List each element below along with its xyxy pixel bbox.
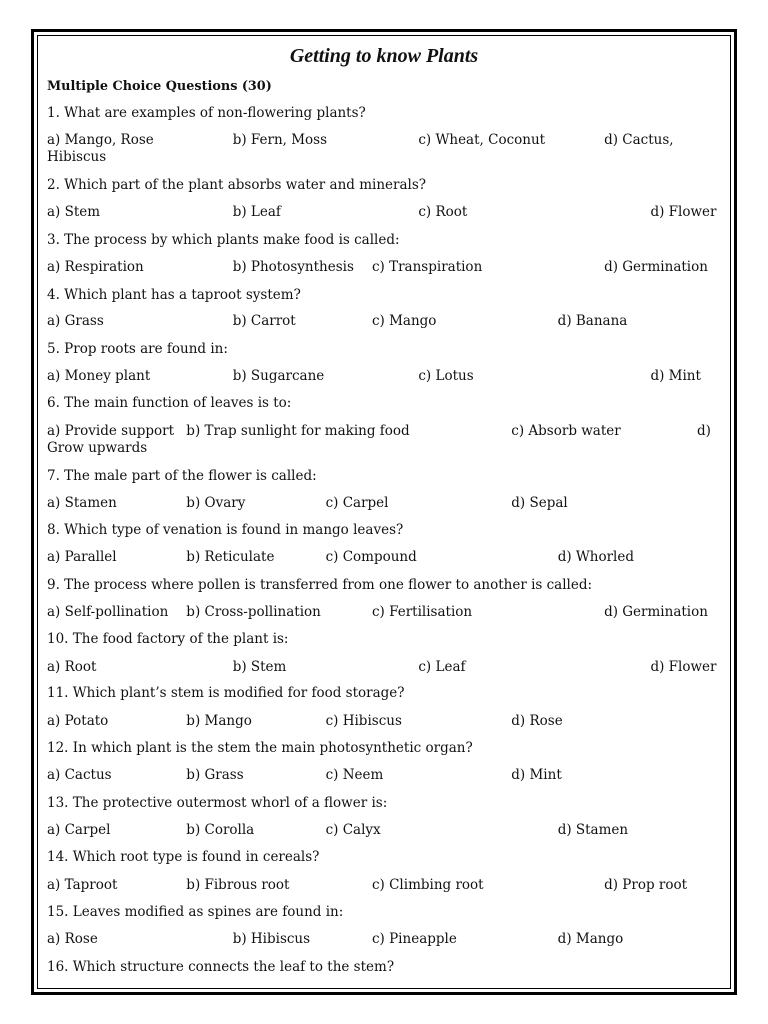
option-15-b: b) Hibiscus — [232, 931, 311, 947]
options-row-6 — [47, 423, 727, 457]
option-13-d: d) Stamen — [557, 822, 629, 838]
option-14-d: d) Prop root — [604, 877, 688, 893]
option-3-a: a) Respiration — [47, 259, 144, 275]
option-11-c: c) Hibiscus — [325, 713, 402, 729]
options-row-2 — [47, 204, 727, 221]
option-8-d: d) Whorled — [557, 549, 634, 565]
question-6: 6. The main function of leaves is to: — [47, 395, 292, 411]
option-6-a: a) Provide support — [47, 423, 175, 439]
option-15-a: a) Rose — [47, 931, 98, 947]
option-10-a: a) Root — [47, 659, 97, 675]
question-16: 16. Which structure connects the leaf to the stem? — [47, 959, 395, 975]
question-11: 11. Which plant’s stem is modified for food storage? — [47, 685, 405, 701]
options-row-3 — [47, 259, 727, 276]
option-14-a: a) Taproot — [47, 877, 118, 893]
section-heading: Multiple Choice Questions (30) — [47, 79, 272, 94]
worksheet-title: Getting to know Plants — [289, 45, 479, 67]
option-12-c: c) Neem — [325, 767, 384, 783]
option-6-d: d) Grow upwards — [47, 423, 711, 456]
option-11-a: a) Potato — [47, 713, 109, 729]
option-4-a: a) Grass — [47, 313, 104, 329]
option-5-b: b) Sugarcane — [232, 368, 325, 384]
option-9-b: b) Cross-pollination — [186, 604, 321, 620]
option-4-d: d) Banana — [557, 313, 628, 329]
option-7-d: d) Sepal — [511, 495, 568, 511]
option-13-c: c) Calyx — [325, 822, 381, 838]
option-7-c: c) Carpel — [325, 495, 389, 511]
option-1-d: d) Cactus, Hibiscus — [47, 132, 674, 165]
option-12-b: b) Grass — [186, 767, 244, 783]
option-9-d: d) Germination — [604, 604, 708, 620]
question-4: 4. Which plant has a taproot system? — [47, 287, 301, 303]
option-10-d: d) Flower — [650, 659, 717, 675]
question-3: 3. The process by which plants make food is called: — [47, 232, 400, 248]
options-row-12 — [47, 767, 727, 784]
option-13-b: b) Corolla — [186, 822, 255, 838]
option-10-b: b) Stem — [232, 659, 287, 675]
options-row-10 — [47, 659, 727, 676]
option-3-b: b) Photosynthesis — [232, 259, 354, 275]
option-7-a: a) Stamen — [47, 495, 117, 511]
question-7: 7. The male part of the flower is called: — [47, 468, 317, 484]
question-12: 12. In which plant is the stem the main photosynthetic organ? — [47, 740, 473, 756]
question-10: 10. The food factory of the plant is: — [47, 631, 289, 647]
option-12-d: d) Mint — [511, 767, 562, 783]
option-15-c: c) Pineapple — [371, 931, 457, 947]
option-7-b: b) Ovary — [186, 495, 246, 511]
option-3-c: c) Transpiration — [371, 259, 483, 275]
option-4-b: b) Carrot — [232, 313, 296, 329]
option-14-b: b) Fibrous root — [186, 877, 290, 893]
options-row-11 — [47, 713, 727, 730]
question-5: 5. Prop roots are found in: — [47, 341, 228, 357]
option-9-c: c) Fertilisation — [371, 604, 473, 620]
option-6-b: b) Trap sunlight for making food — [186, 423, 410, 439]
option-11-d: d) Rose — [511, 713, 563, 729]
option-8-c: c) Compound — [325, 549, 417, 565]
question-2: 2. Which part of the plant absorbs water and minerals? — [47, 177, 426, 193]
option-14-c: c) Climbing root — [371, 877, 484, 893]
option-2-a: a) Stem — [47, 204, 101, 220]
option-2-b: b) Leaf — [232, 204, 281, 220]
options-row-9 — [47, 604, 727, 621]
option-4-c: c) Mango — [371, 313, 437, 329]
option-9-a: a) Self-pollination — [47, 604, 169, 620]
option-13-a: a) Carpel — [47, 822, 111, 838]
option-3-d: d) Germination — [604, 259, 708, 275]
option-2-d: d) Flower — [650, 204, 717, 220]
question-1: 1. What are examples of non-flowering plants? — [47, 105, 366, 121]
option-1-c: c) Wheat, Coconut — [418, 132, 546, 148]
question-13: 13. The protective outermost whorl of a flower is: — [47, 795, 388, 811]
options-row-1 — [47, 132, 727, 166]
question-9: 9. The process where pollen is transferred from one flower to another is called: — [47, 577, 593, 593]
question-8: 8. Which type of venation is found in mango leaves? — [47, 522, 404, 538]
option-5-a: a) Money plant — [47, 368, 151, 384]
question-14: 14. Which root type is found in cereals? — [47, 849, 320, 865]
option-1-b: b) Fern, Moss — [232, 132, 328, 148]
options-row-4 — [47, 313, 727, 330]
option-2-c: c) Root — [418, 204, 468, 220]
option-10-c: c) Leaf — [418, 659, 466, 675]
option-5-c: c) Lotus — [418, 368, 474, 384]
option-1-a: a) Mango, Rose — [47, 132, 154, 148]
option-12-a: a) Cactus — [47, 767, 112, 783]
options-row-14 — [47, 877, 727, 894]
options-row-5 — [47, 368, 727, 385]
options-row-7 — [47, 495, 727, 512]
option-8-a: a) Parallel — [47, 549, 117, 565]
options-row-8 — [47, 549, 727, 566]
option-11-b: b) Mango — [186, 713, 252, 729]
option-15-d: d) Mango — [557, 931, 624, 947]
option-6-c: c) Absorb water — [511, 423, 621, 439]
options-row-15 — [47, 931, 727, 948]
option-8-b: b) Reticulate — [186, 549, 275, 565]
option-5-d: d) Mint — [650, 368, 701, 384]
question-15: 15. Leaves modified as spines are found in: — [47, 904, 344, 920]
options-row-13 — [47, 822, 727, 839]
